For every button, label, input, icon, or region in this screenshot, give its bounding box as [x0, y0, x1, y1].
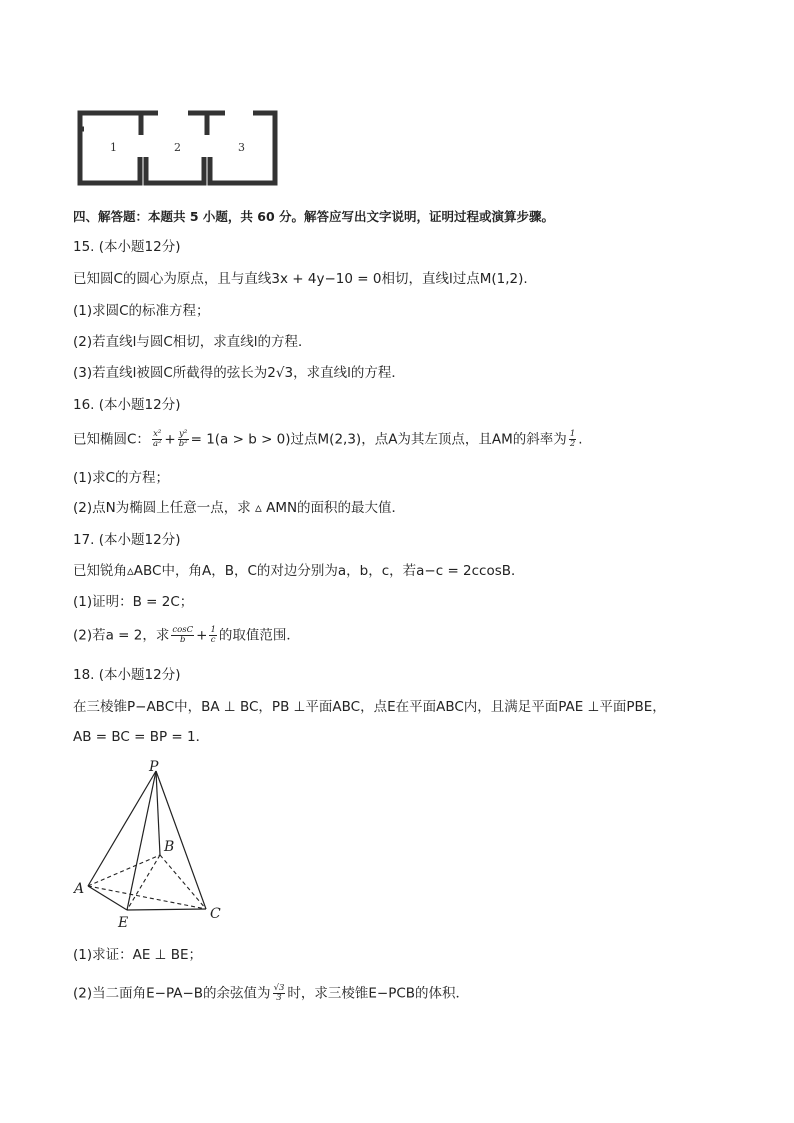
q15-part2: (2)若直线l与圆C相切，求直线l的方程． [73, 334, 312, 350]
edge-PB [156, 771, 160, 855]
label-E: E [118, 915, 129, 930]
label-A: A [74, 881, 85, 897]
q15-part3: (3)若直线l被圆C所截得的弦长为2√3，求直线l的方程． [73, 365, 405, 381]
edge-PE [127, 771, 156, 910]
edge-PA [88, 771, 156, 886]
label-B: B [164, 839, 175, 855]
q18-part2: (2)当二面角E−PA−B的余弦值为 $\frac{√3}{3}$ 时，求三棱锥E−PCB的体积． [73, 983, 470, 1003]
q16-frac-slope: $\frac{1}{2}$ [569, 429, 576, 449]
q15-part1: (1)求圆C的标准方程； [73, 303, 210, 319]
q17-frac-c: $\frac{1}{c}$ [210, 625, 216, 645]
room-label-1: 1 [110, 141, 117, 154]
q18-part1: (1)求证：AE ⊥ BE； [73, 947, 203, 963]
room-label-3: 3 [238, 141, 245, 154]
q18-stem-line1: 在三棱锥P−ABC中，BA ⊥ BC，PB ⊥平面ABC，点E在平面ABC内，且满足平面PAE ⊥平面PBE， [73, 699, 666, 715]
edge-BE [127, 855, 160, 910]
room-label-2: 2 [174, 141, 181, 154]
q18-title: 18. (本小题12分) [73, 667, 181, 683]
q17-stem: 已知锐角▵ABC中，角A，B，C的对边分别为a，b，c，若a−c = 2ccosB． [73, 563, 525, 579]
q15-title: 15. (本小题12分) [73, 239, 181, 255]
edge-EC [127, 909, 206, 910]
q16-stem: 已知椭圆C： $\frac{\text{x²}}{\text{a²}}$ + $\frac{\text{y²}}{\text{b²}}$ = 1(a > b > 0)过点M(2,3)，点A为其左顶点，且AM的斜率为 $\frac{1}{2}$ . [73, 429, 583, 449]
q16-part1: (1)求C的方程； [73, 470, 170, 486]
q17-title: 17. (本小题12分) [73, 532, 181, 548]
room-wall-left [80, 129, 140, 183]
q18-stem-line2: AB = BC = BP = 1． [73, 729, 210, 745]
q16-part2: (2)点N为椭圆上任意一点，求 ▵ AMN的面积的最大值． [73, 500, 406, 516]
q17-part2: (2)若a = 2，求 $\frac{\cos C}{b}$ + $\frac{1}{c}$ 的取值范围． [73, 625, 300, 645]
edge-AB [88, 855, 160, 886]
q15-stem: 已知圆C的圆心为原点，且与直线3x + 4y−10 = 0相切，直线l过点M(1,2). [73, 271, 528, 287]
q17-frac-cos: $\frac{\cos C}{b}$ [172, 625, 194, 645]
q16-title: 16. (本小题12分) [73, 397, 181, 413]
q16-frac-x: $\frac{\text{x²}}{\text{a²}}$ [152, 429, 162, 449]
q16-frac-y: $\frac{\text{y²}}{\text{b²}}$ [178, 429, 188, 449]
pyramid-figure [70, 755, 230, 930]
label-C: C [210, 906, 221, 922]
edge-AE [88, 886, 127, 910]
section-header: 四、解答题：本题共 5 小题，共 60 分。解答应写出文字说明，证明过程或演算步骤。 [73, 209, 555, 224]
room-layout-figure [70, 105, 285, 190]
label-P: P [149, 759, 159, 775]
q17-part1: (1)证明：B = 2C； [73, 594, 194, 610]
q18-frac-sqrt3: $\frac{√3}{3}$ [273, 983, 285, 1003]
